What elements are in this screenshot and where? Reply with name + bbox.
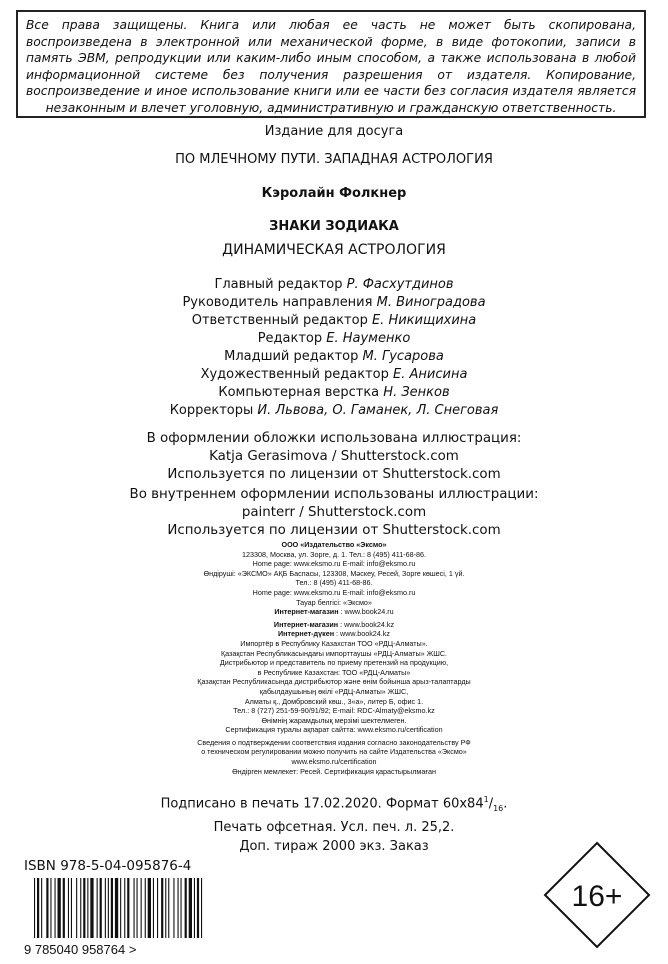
author-name: Кэролайн Фолкнер [261,186,407,201]
barcode-bars [34,878,202,938]
inner-illustration-license: Используется по лицензии от Shutterstock.com [167,523,501,538]
barcode-bar [71,878,72,938]
barcode-bar [46,878,48,938]
shop-url: : www.book24.ru [338,607,394,617]
barcode-bar [63,878,65,938]
importer: Импортёр в Республику Казахстан ТОО «РДЦ-Алматы». [240,638,428,648]
credit-role: Редактор [257,331,323,346]
barcode-bar [41,878,42,938]
credit-role: Главный редактор [214,277,343,292]
barcode-bar [80,878,81,938]
credit-role: Корректоры [169,403,254,418]
barcode-bar [197,878,199,938]
barcode-bar [185,878,187,938]
publisher-imprint [0,540,668,776]
credit-person: Н. Зенков [383,385,450,400]
barcode-bar [189,878,192,938]
credit-person: Е. Анисина [393,367,468,382]
publisher-web-kz: Home page: www.eksmo.ru E-mail: info@eksmo.ru [252,587,416,597]
credit-role: Художественный редактор [200,367,389,382]
copyright-notice-text: Все права защищены. Книга или любая ее часть не может быть скопирована, воспроизведена в электронной или механической форме, в виде фотокопии, записи в память ЭВМ, репродукции или каким-либо иным способом, а также использована в любой информационной системе без получения разрешения от издателя. Копирование, воспроизведение и иное использование книги или ее части без согласия издателя является незаконным и влечет уголовную, административную и гражданскую ответственность. [26,18,636,115]
credit-person: Е. Науменко [326,331,411,346]
publisher-address: 123308, Москва, ул. Зорге, д. 1. Тел.: 8 (495) 411-68-86. [241,549,427,559]
barcode-bar [148,878,151,938]
signed-line: Подписано в печать 17.02.2020. Формат $60x84^1/_{16}$. [160,795,508,813]
shop-label: Интернет-дүкен [277,629,335,639]
barcode-bar [108,878,109,938]
barcode-bar [120,878,121,938]
credit-role: Руководитель направления [182,295,373,310]
barcode-bar [76,878,77,938]
credit-line [0,384,668,402]
barcode-bar [97,878,98,938]
distributor-address: Алматы қ., Домбровский көш., 3«а», литер Б, офис 1. [244,696,424,706]
print-sheets: Печать офсетная. Усл. печ. л. 25,2. [213,819,455,835]
distributor-2: в Республике Казахстан: ТОО «РДЦ-Алматы» [257,667,411,677]
validity-kz: Өнімнің жарамдылық мерзімі шектелмеген. [261,715,407,725]
barcode-bar [50,878,51,938]
age-rating-badge [542,840,652,950]
print-run: Доп. тираж 2000 экз. Заказ [239,838,429,854]
shop-url: : www.book24.kz [334,629,390,639]
barcode-bar [37,878,39,938]
distributor-kz: Қазақстан Республикасында дистрибьютор және өнім бойынша арыз-талаптарды [197,677,471,687]
inner-illustration-heading: Во внутреннем оформлении использованы иллюстрации: [129,487,539,502]
barcode-digits: 9 785040 958764 > [24,942,137,957]
barcode-bar [178,878,179,938]
distributor-kz-2: қабылдаушының өкілі «РДЦ-Алматы» ЖШС, [259,686,409,696]
barcode-bar [105,878,106,938]
barcode-bar [68,878,69,938]
barcode-bar [181,878,182,938]
credit-line [0,312,668,330]
inner-illustration-credit [0,486,668,540]
manufacturer-kz: Өндіруші: «ЭКСМО» АҚБ Баспасы, 123308, Мәскеу, Ресей, Зорге көшесі, 1 үй. [203,568,465,578]
credit-role: Младший редактор [224,349,359,364]
editorial-credits [0,276,668,420]
barcode-bar [115,878,118,938]
country-of-origin: Өндірген мемлекет: Ресей. Сертификация қарастырылмаған [232,766,436,776]
credit-person: М. Гусарова [362,349,444,364]
barcode-bar [145,878,146,938]
credit-person: Р. Фасхутдинов [346,277,454,292]
certification-kz: Сертификация туралы ақпарат сайтта: www.eksmo.ru/certification [225,725,443,735]
barcode-bar [124,878,125,938]
barcode-bar [194,878,195,938]
series-title: ПО МЛЕЧНОМУ ПУТИ. ЗАПАДНАЯ АСТРОЛОГИЯ [175,152,493,167]
barcode-bar [34,878,35,938]
certification-2: о техническом регулировании можно получить на сайте Издательства «Эксмо» [201,747,467,757]
barcode-bar [90,878,93,938]
isbn-label: ISBN 978-5-04-095876-4 [24,858,192,874]
barcode-bar [87,878,88,938]
credit-line [0,366,668,384]
edition-type: Издание для досуга [264,124,404,139]
barcode-bar [58,878,61,938]
cover-illustration-artist: Katja Gerasimova / Shutterstock.com [209,449,459,464]
distributor: Дистрибьютор и представитель по приему претензий на продукцию, [219,658,449,668]
credit-person: М. Виноградова [376,295,486,310]
age-rating-label: 16+ [571,880,623,913]
credit-person: И. Львова, О. Гаманек, Л. Снеговая [257,403,499,418]
credit-line [0,276,668,294]
credit-role: Компьютерная верстка [218,385,380,400]
barcode-bar [168,878,169,938]
credit-person: Е. Никищихина [371,313,477,328]
copyright-notice-box [16,10,646,118]
barcode-bar [201,878,202,938]
barcode-bar [134,878,135,938]
shop-url: : www.book24.kz [338,619,395,629]
barcode-bar [157,878,158,938]
barcode-bar [83,878,85,938]
barcode-bar [161,878,163,938]
barcode-bar [141,878,142,938]
publisher-web: Home page: www.eksmo.ru E-mail: info@eksmo.ru [252,559,416,569]
shop-label: Интернет-магазин [274,607,339,617]
barcode-bar [111,878,113,938]
barcode-bar [55,878,56,938]
manufacturer-phone-kz: Тел.: 8 (495) 411-68-86. [295,578,373,588]
certification-1: Сведения о подтверждении соответствия издания согласно законодательству РФ [197,737,471,747]
credit-role: Ответственный редактор [191,313,368,328]
barcode-bar [127,878,129,938]
barcode-bar [153,878,154,938]
distributor-contacts: Тел.: 8 (727) 251-59-90/91/92; E-mail: RDC-Almaty@eksmo.kz [233,706,435,716]
cover-illustration-heading: В оформлении обложки использована иллюстрация: [146,431,522,446]
cover-illustration-license: Используется по лицензии от Shutterstock.com [167,467,501,482]
credit-line [0,348,668,366]
format-denominator: 16 [493,803,504,813]
barcode-bar [173,878,174,938]
cover-illustration-credit [0,430,668,484]
credit-line [0,294,668,312]
trademark: Тауар белгісі: «Эксмо» [296,597,372,607]
importer-kz: Қазақстан Республикасындағы импорттаушы «РДЦ-Алматы» ЖШС. [220,648,448,658]
publisher-name: ООО «Издательство «Эксмо» [281,540,387,549]
barcode [24,878,238,958]
barcode-bar [137,878,138,938]
barcode-bar [100,878,102,938]
credit-line [0,330,668,348]
format-numerator: 1 [483,795,489,804]
inner-illustration-artist: painterr / Shutterstock.com [241,505,427,520]
book-title: ЗНАКИ ЗОДИАКА [269,219,399,234]
certification-3: www.eksmo.ru/certification [291,757,377,767]
barcode-bar [165,878,166,938]
shop-label: Интернет-магазин [273,619,339,629]
book-subtitle: ДИНАМИЧЕСКАЯ АСТРОЛОГИЯ [222,242,446,258]
credit-line [0,402,668,420]
